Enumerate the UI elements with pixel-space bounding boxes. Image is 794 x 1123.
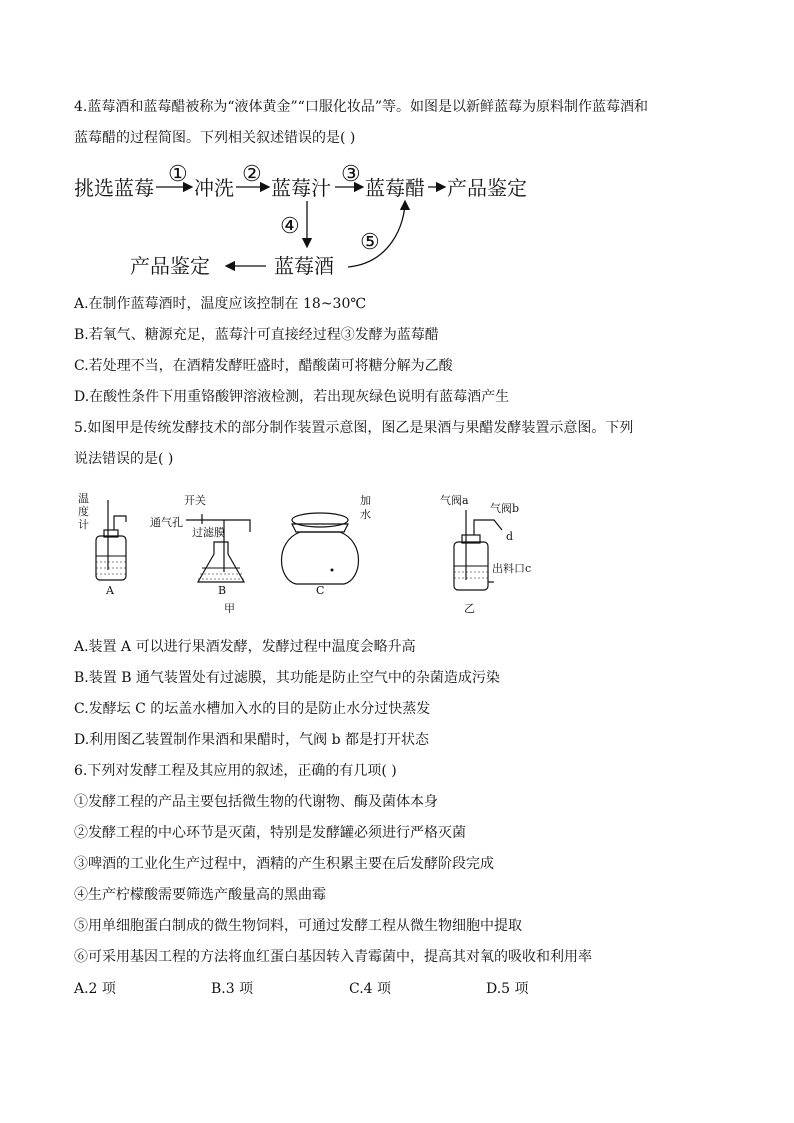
q4-stem-line2: 蓝莓醋的过程简图。下列相关叙述错误的是( ) [74, 130, 356, 146]
label-a: A [106, 584, 114, 597]
q5-stem-line1: 5.如图甲是传统发酵技术的部分制作装置示意图，图乙是果酒与果醋发酵装置示意图。下列 [74, 420, 634, 436]
vent-label: 通气孔 [150, 516, 183, 529]
apparatus-a [78, 492, 126, 597]
q6-choice-c: C.4 项 [349, 981, 392, 997]
switch-label: 开关 [184, 494, 206, 507]
q6-item-1: ①发酵工程的产品主要包括微生物的代谢物、酶及菌体本身 [74, 794, 438, 810]
q5-option-c: C.发酵坛 C 的坛盖水槽加入水的目的是防止水分过快蒸发 [74, 701, 431, 717]
add-water-label-2: 水 [360, 508, 371, 521]
flow-node-ident-bottom: 产品鉴定 [130, 254, 210, 278]
flow-node-wine: 蓝莓酒 [274, 254, 334, 278]
q4-option-b: B.若氧气、糖源充足，蓝莓汁可直接经过程③发酵为蓝莓醋 [74, 327, 439, 343]
q4-flow-diagram [60, 155, 560, 285]
outlet-c-label: 出料口c [492, 562, 532, 575]
step-4-label: ④ [280, 214, 300, 239]
valve-b-label: 气阀b [490, 502, 520, 515]
q4-option-d: D.在酸性条件下用重铬酸钾溶液检测，若出现灰绿色说明有蓝莓酒产生 [74, 389, 510, 405]
thermometer-label-2: 度 [78, 505, 89, 518]
q4-stem-line1: 4.蓝莓酒和蓝莓醋被称为“液体黄金”“口服化妆品”等。如图是以新鲜蓝莓为原料制作蓝莓酒和 [74, 99, 648, 115]
label-jia: 甲 [224, 602, 235, 615]
apparatus-yi [440, 493, 531, 615]
q6-item-3: ③啤酒的工业化生产过程中，酒精的产生积累主要在后发酵阶段完成 [74, 856, 494, 872]
flow-node-wash: 冲洗 [194, 176, 234, 200]
label-yi: 乙 [464, 602, 475, 615]
q6-item-2: ②发酵工程的中心环节是灭菌，特别是发酵罐必须进行严格灭菌 [74, 825, 466, 841]
step-5-label: ⑤ [360, 230, 380, 255]
label-b: B [218, 584, 227, 597]
thermometer-label-1: 温 [78, 492, 89, 505]
q5-option-d: D.利用图乙装置制作果酒和果醋时，气阀 b 都是打开状态 [74, 732, 430, 748]
thermometer-label-3: 计 [78, 518, 89, 531]
q6-item-6: ⑥可采用基因工程的方法将血红蛋白基因转入青霉菌中，提高其对氧的吸收和利用率 [74, 949, 592, 965]
q5-apparatus-figure [74, 490, 544, 618]
flow-node-vinegar: 蓝莓醋 [365, 176, 425, 200]
flow-node-select: 挑选蓝莓 [74, 176, 154, 200]
q6-choice-d: D.5 项 [486, 981, 529, 997]
q5-option-a: A.装置 A 可以进行果酒发酵，发酵过程中温度会略升高 [74, 639, 416, 655]
step-1-label: ① [168, 162, 188, 187]
q6-choice-b: B.3 项 [211, 981, 254, 997]
apparatus-b [150, 494, 250, 615]
q6-item-4: ④生产柠檬酸需要筛选产酸量高的黑曲霉 [74, 887, 326, 903]
step-3-label: ③ [341, 162, 361, 187]
q6-choice-a: A.2 项 [74, 981, 116, 997]
q5-stem-line2: 说法错误的是( ) [74, 451, 174, 467]
flow-node-juice: 蓝莓汁 [271, 176, 331, 200]
valve-a-label: 气阀a [440, 494, 469, 507]
q4-option-a: A.在制作蓝莓酒时，温度应该控制在 18~30℃ [74, 296, 367, 312]
add-water-label-1: 加 [360, 494, 371, 507]
q6-item-5: ⑤用单细胞蛋白制成的微生物饲料，可通过发酵工程从微生物细胞中提取 [74, 918, 522, 934]
q6-choices [74, 978, 714, 998]
q5-option-b: B.装置 B 通气装置处有过滤膜，其功能是防止空气中的杂菌造成污染 [74, 670, 500, 686]
flow-node-ident-top: 产品鉴定 [447, 176, 527, 200]
q4-option-c: C.若处理不当，在酒精发酵旺盛时，醋酸菌可将糖分解为乙酸 [74, 358, 453, 374]
filter-label: 过滤膜 [192, 526, 225, 539]
q6-stem: 6.下列对发酵工程及其应用的叙述，正确的有几项( ) [74, 763, 397, 779]
tube-d-label: d [506, 530, 514, 543]
label-c: C [316, 584, 325, 597]
apparatus-c [282, 493, 372, 597]
step-2-label: ② [242, 162, 262, 187]
